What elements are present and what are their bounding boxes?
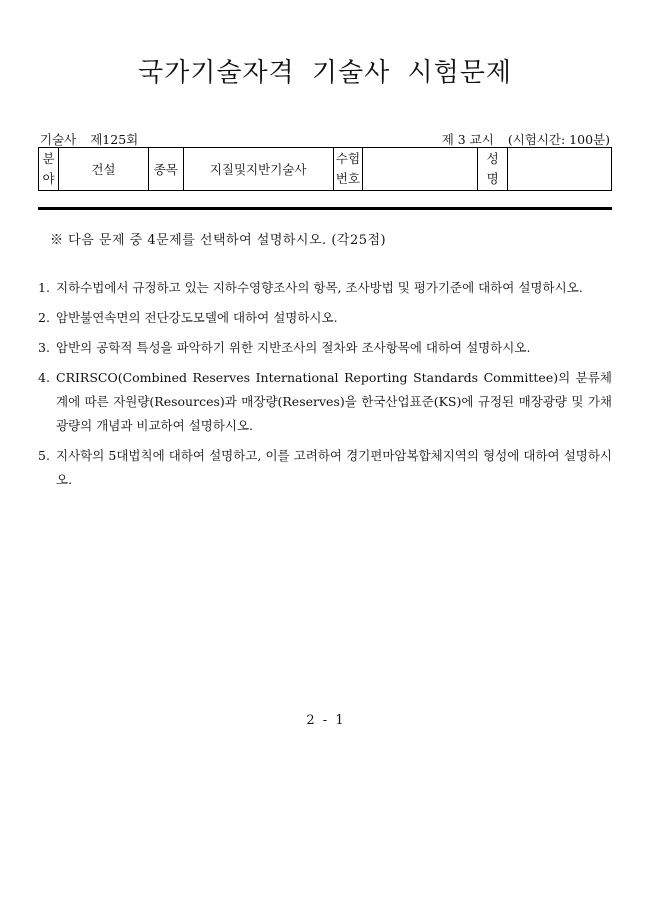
- question-number: 4.: [38, 370, 50, 385]
- exam-number-label: 수험 번호: [333, 148, 363, 191]
- divider-line: [38, 207, 612, 210]
- question-number: 3.: [38, 340, 50, 355]
- question-text: 지하수법에서 규정하고 있는 지하수영향조사의 항목, 조사방법 및 평가기준에 대하여 설명하시오.: [56, 280, 583, 295]
- question-text: 암반불연속면의 전단강도모델에 대하여 설명하시오.: [56, 310, 338, 325]
- exam-category: [40, 130, 138, 148]
- name-field: [508, 148, 612, 191]
- question-number: 1.: [38, 280, 50, 295]
- session-info: [442, 130, 610, 148]
- exam-duration: (시험시간: 100분): [507, 132, 610, 147]
- exam-info-table: [38, 147, 612, 191]
- question-text: CRIRSCO(Combined Reserves International Reporting Standards Committee)의 분류체계에 따른 자원량(Resources)과 매장량(Reserves)을 한국산업표준(KS)에 규정된 매장광량 및 가채광량의 개념과 비교하여 설명하시오.: [56, 370, 612, 433]
- question-text: 암반의 공학적 특성을 파악하기 위한 지반조사의 절차와 조사항목에 대하여 설명하시오.: [56, 340, 531, 355]
- exam-round: 제125회: [90, 132, 139, 147]
- question-item: [38, 336, 612, 360]
- name-label: 성 명: [478, 148, 508, 191]
- question-item: [38, 276, 612, 300]
- page-title: 국가기술자격 기술사 시험문제: [137, 58, 513, 88]
- question-text: 지사학의 5대법칙에 대하여 설명하고, 이를 고려하여 경기편마암복합체지역의 형성에 대하여 설명하시오.: [56, 448, 612, 487]
- field-label: 분 야: [39, 148, 59, 191]
- question-number: 2.: [38, 310, 50, 325]
- instruction-text: ※ 다음 문제 중 4문제를 선택하여 설명하시오. (각25점): [50, 233, 387, 248]
- session-number: 제 3 교시: [441, 132, 494, 147]
- item-label: 종목: [148, 148, 183, 191]
- question-item: [38, 306, 612, 330]
- item-value: 지질및지반기술사: [183, 148, 333, 191]
- question-list: [38, 276, 612, 498]
- exam-type: 기술사: [40, 132, 77, 147]
- question-item: [38, 366, 612, 438]
- field-value: 건설: [58, 148, 148, 191]
- page-number: 2 - 1: [306, 713, 344, 728]
- question-number: 5.: [38, 448, 50, 463]
- question-item: [38, 444, 612, 492]
- exam-number-field: [363, 148, 478, 191]
